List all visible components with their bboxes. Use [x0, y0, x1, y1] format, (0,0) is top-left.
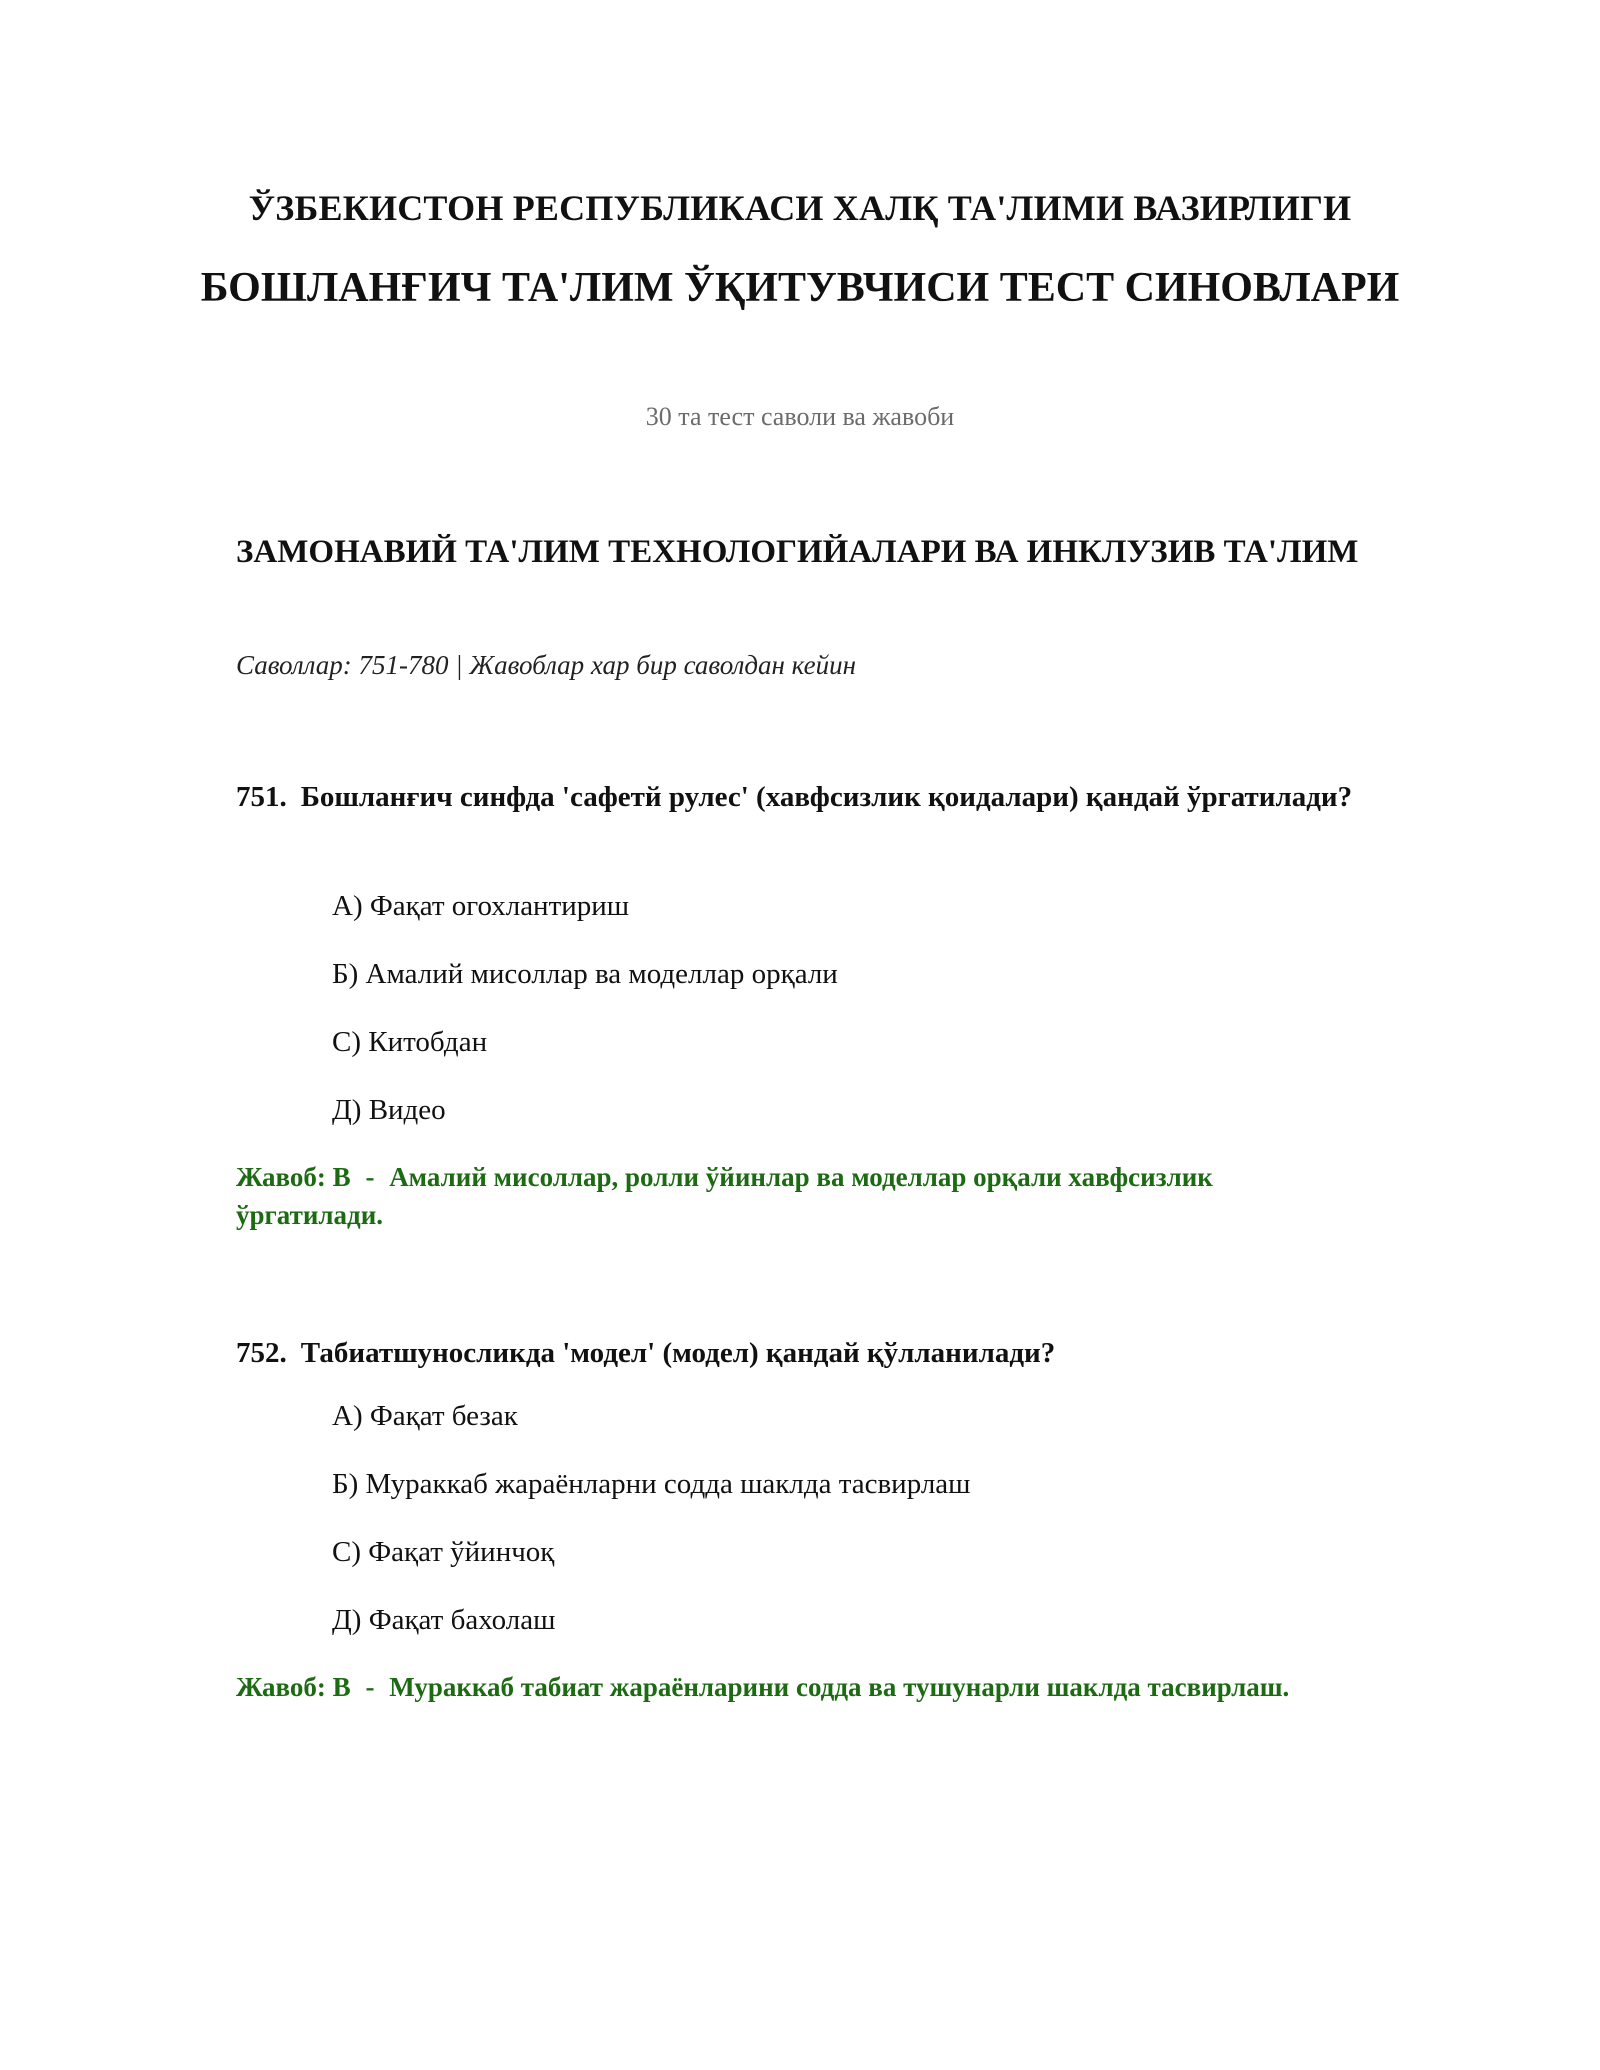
question-number: 752.	[236, 1337, 287, 1369]
document-subtitle: 30 та тест саволи ва жавоби	[645, 402, 955, 431]
option-b: Б) Мураккаб жараёнларни содда шаклда тасвирлаш	[332, 1468, 971, 1500]
option-d: Д) Фақат бахолаш	[332, 1604, 556, 1636]
option-b: Б) Амалий мисоллар ва моделлар орқали	[332, 958, 838, 990]
answer-letter: B	[332, 1162, 351, 1192]
document-title: БОШЛАНҒИЧ ТА'ЛИМ ЎҚИТУВЧИСИ ТЕСТ СИНОВЛАРИ	[200, 265, 1400, 311]
answer-separator: -	[365, 1672, 375, 1702]
option-c: С) Фақат ўйинчоқ	[332, 1536, 555, 1568]
answer-label: Жавоб:	[236, 1162, 326, 1192]
answer-752	[236, 1668, 1366, 1706]
question-text: Бошланғич синфда 'сафетй рулес' (хавфсизлик қоидалари) қандай ўргатилади?	[300, 781, 1353, 813]
question-number: 751.	[236, 781, 287, 813]
option-c: С) Китобдан	[332, 1026, 488, 1058]
question-text: Табиатшуносликда 'модел' (модел) қандай қўлланилади?	[300, 1337, 1056, 1369]
section-meta: Саволлар: 751-780 | Жавоблар хар бир саволдан кейин	[236, 650, 857, 680]
option-a: А) Фақат огохлантириш	[332, 890, 630, 922]
answer-text: Амалий мисоллар, ролли ўйинлар ва моделлар орқали хавфсизлик ўргатилади.	[236, 1162, 1213, 1230]
question-751	[236, 777, 1366, 817]
answer-letter: B	[332, 1672, 351, 1702]
answer-text: Мураккаб табиат жараёнларини содда ва тушунарли шаклда тасвирлаш.	[389, 1672, 1290, 1702]
option-a: А) Фақат безак	[332, 1400, 518, 1432]
ministry-heading: ЎЗБЕКИСТОН РЕСПУБЛИКАСИ ХАЛҚ ТА'ЛИМИ ВАЗИРЛИГИ	[248, 188, 1352, 228]
question-752	[236, 1333, 1366, 1373]
answer-label: Жавоб:	[236, 1672, 326, 1702]
answer-separator: -	[365, 1162, 375, 1192]
option-d: Д) Видео	[332, 1094, 446, 1126]
answer-751	[236, 1158, 1366, 1234]
section-title: ЗАМОНАВИЙ ТА'ЛИМ ТЕХНОЛОГИЙАЛАРИ ВА ИНКЛУЗИВ ТА'ЛИМ	[236, 534, 1359, 570]
